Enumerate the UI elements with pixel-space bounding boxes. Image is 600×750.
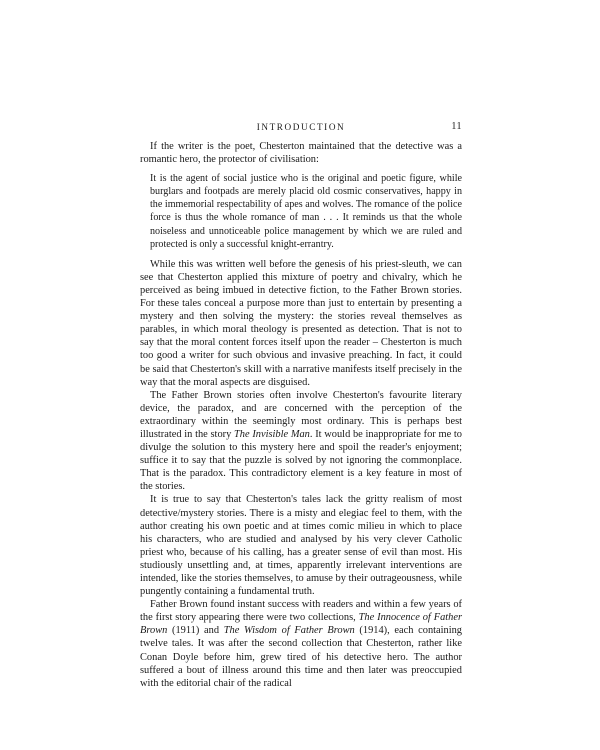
running-title: INTRODUCTION (256, 122, 346, 132)
paragraph-5 (140, 598, 462, 690)
block-quote: It is the agent of social justice who is the original and poetic figure, while burglars and footpads are merely placid old cosmic conservatives, happy in the immemorial respectability of apes and wolves. The romance of the police force is thus the whole romance of man . . . It reminds us that the whole noiseless and unnoticeable police management by which we are ruled and protected is only a successful knight-errantry. (150, 173, 462, 250)
paragraph-1: If the writer is the poet, Chesterton maintained that the detective was a romantic hero, the protector of civilisation: (140, 141, 462, 166)
paragraph-5-text-c: (1914), each containing twelve tales. It was after the second collection that Chesterton, rather like Conan Doyle before him, grew tired of his detective hero. The author suffered a bout of illness around this time and then later was preoccupied with the editorial chair of the radical (140, 625, 462, 689)
running-head (140, 120, 462, 134)
page-number: 11 (451, 121, 462, 132)
text-block (140, 140, 462, 690)
book-title-wisdom: The Wisdom of Father Brown (223, 625, 355, 637)
paragraph-5-text-a: Father Brown found instant success with readers and within a few years of the first story appearing there were two collections, (140, 599, 462, 624)
paragraph-3-text-a: The Father Brown stories often involve Chesterton's favourite literary device, the paradox, and are concerned with the perception of the extraordinary within the seemingly most ordinary. This is perhaps best illustrated in the story (140, 389, 462, 440)
paragraph-4: It is true to say that Chesterton's tales lack the gritty realism of most detective/mystery stories. There is a misty and elegiac feel to them, with the author creating his own poetic and at times comic milieu in which to place his characters, who are studied and analysed by his very clever Catholic priest who, because of his calling, has a greater sense of evil than most. His studiously unsettling and, at times, apparently irrelevant interventions are intended, like the stories themselves, to amuse by their outrageousness, while pungently containing a fundamental truth. (140, 494, 462, 598)
book-title-innocence: The Innocence of Father Brown (140, 612, 462, 637)
paragraph-2: While this was written well before the genesis of his priest-sleuth, we can see that Chesterton applied this mixture of poetry and chivalry, which he perceived as being imbued in detective fiction, to the Father Brown stories. For these tales conceal a purpose more than just to entertain by presenting a mystery and then solving the mystery: the stories reveal themselves as parables, in which moral theology is presented as detection. That is not to say that the moral content forces itself upon the reader – Chesterton is much too good a writer for such obvious and invasive preaching. In fact, it could be said that Chesterton's skill with a narrative manifests itself precisely in the way that the moral aspects are disguised. (140, 258, 462, 388)
paragraph-3 (140, 389, 462, 494)
paragraph-3-text-b: . It would be inappropriate for me to divulge the solution to this mystery here and spoil the reader's enjoyment; suffice it to say that the puzzle is solved by not ignoring the commonplace. That is the paradox. This contradictory element is a key feature in most of the stories. (140, 428, 462, 493)
story-title-invisible-man: The Invisible Man (234, 428, 310, 440)
paragraph-5-text-b: (1911) and (167, 625, 224, 637)
